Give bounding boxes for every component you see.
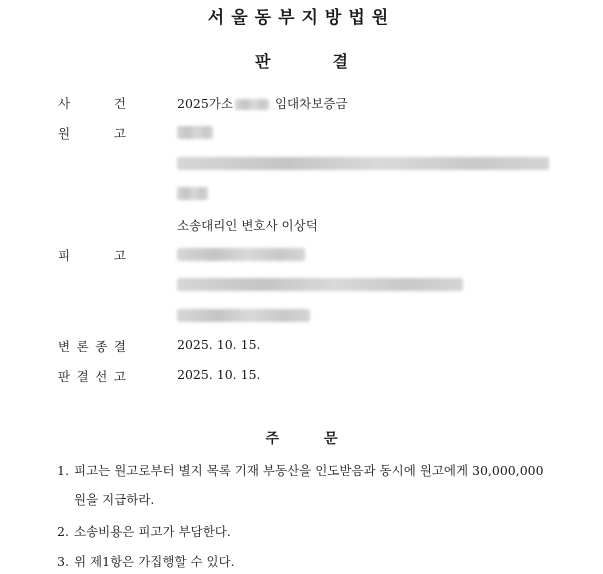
order-text: 피고는 원고로부터 별지 목록 기재 부동산을 인도받음과 동시에 원고에게 30,000,000 [74,463,544,478]
order-number: 1. [57,463,69,478]
order-2 [57,522,231,540]
defendant-name-redacted [177,246,305,261]
judgment-date: 2025. 10. 15. [177,367,261,382]
defendant-address-redacted-2 [177,307,310,322]
ruling-heading: 주 문 [265,431,338,447]
plaintiff-address-redacted [177,155,549,170]
case-number-value [177,94,347,112]
judgment-date-label: 판 결 선 고 [58,369,126,384]
order-3 [57,552,235,570]
document-title [0,49,603,72]
document-title-left: 판 [255,52,271,71]
order-1-continuation: 원을 지급하라. [74,492,155,507]
plaintiff-name-redacted [177,124,213,139]
redacted-case-number [235,99,269,110]
case-name: 임대차보증금 [274,96,348,111]
defendant-label: 피 고 [58,248,126,263]
order-text: 소송비용은 피고가 부담한다. [74,524,231,539]
plaintiff-label: 원 고 [58,126,126,141]
case-number-label: 사 건 [58,96,126,111]
order-number: 3. [57,554,69,569]
hearing-end-date: 2025. 10. 15. [177,337,261,352]
order-1 [57,461,544,479]
court-name: 서울동부지방법원 [207,8,396,28]
order-text: 위 제1항은 가집행할 수 있다. [74,554,235,569]
defendant-address-redacted [177,276,463,291]
plaintiff-representative: 소송대리인 변호사 이상덕 [177,218,318,233]
case-number: 2025가소 [177,96,233,111]
order-number: 2. [57,524,69,539]
plaintiff-address-redacted-2 [177,185,208,200]
hearing-end-label: 변 론 종 결 [58,339,126,354]
document-title-right: 결 [332,52,348,71]
